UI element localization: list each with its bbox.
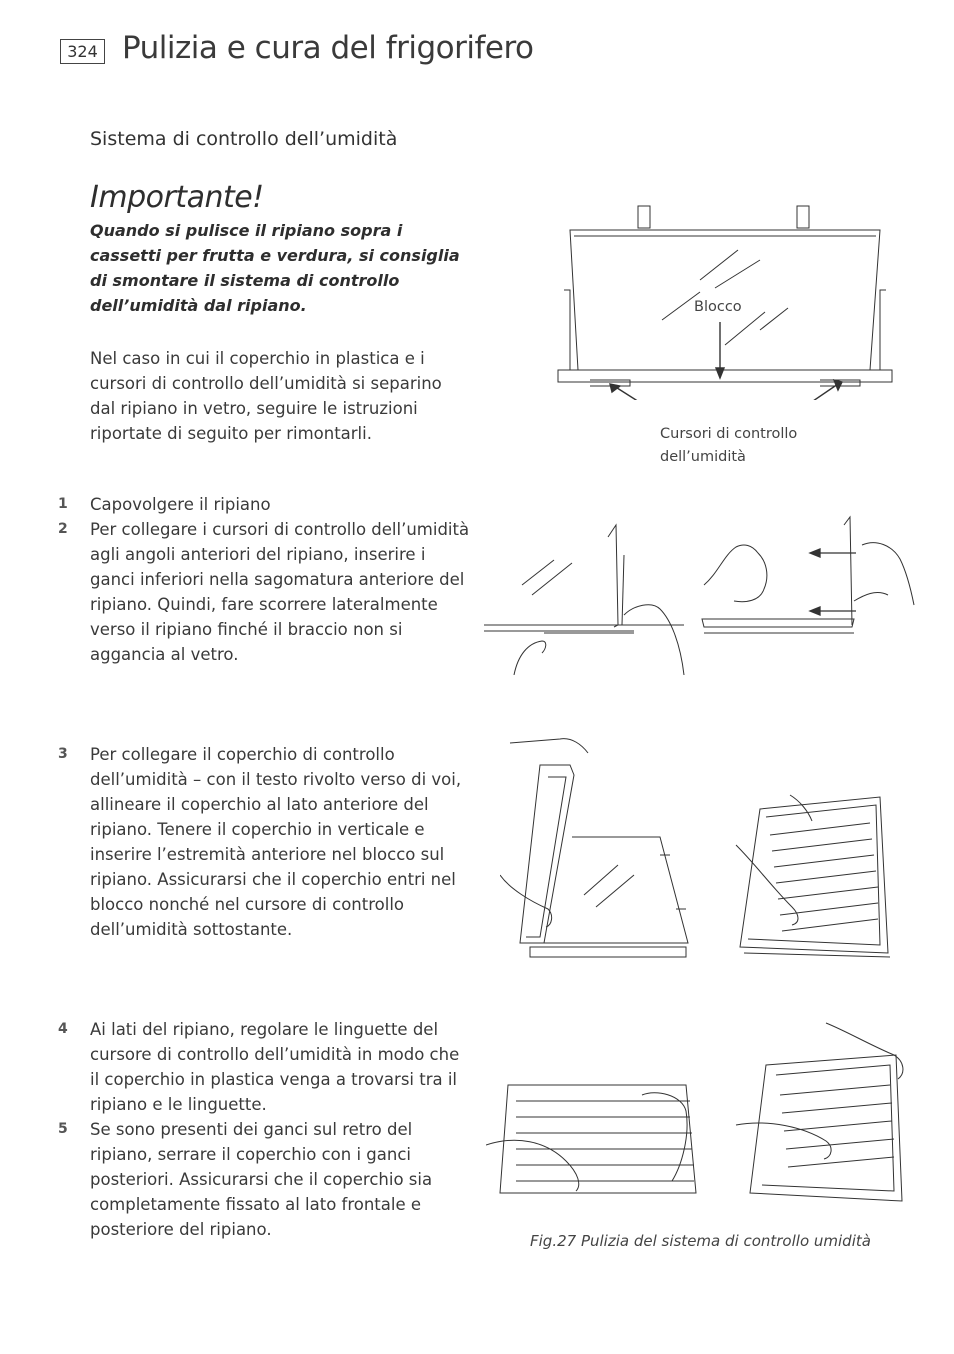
- step-text: Per collegare il coperchio di controllo dell’umidità – con il testo rivolto verso di voi, allineare il coperchio al lato anteriore del ripiano. Tenere il coperchio in verticale e inserire l’estremità anteriore nel blocco sul ripiano. Assicurarsi che il coperchio entri nel blocco nonché nel cursore di controllo dell’umidità sottostante.: [90, 745, 462, 939]
- label-blocco: Blocco: [694, 299, 742, 315]
- step-text: Capovolgere il ripiano: [90, 495, 271, 514]
- step-text: Ai lati del ripiano, regolare le linguette del cursore di controllo dell’umidità in modo che il coperchio in plastica venga a trovarsi tra il ripiano e le linguette.: [90, 1020, 460, 1114]
- step3-illustration: [500, 725, 900, 965]
- important-heading: Importante!: [90, 180, 264, 215]
- important-text: Quando si pulisce il ripiano sopra i cassetti per frutta e verdura, si consiglia di smontare il sistema di controllo dell’umidità dal ripiano.: [90, 221, 460, 315]
- intro-paragraph: Nel caso in cui il coperchio in plastica e i cursori di controllo dell’umidità si separino dal ripiano in vetro, seguire le istruzioni riportate di seguito per rimontarli.: [90, 349, 442, 443]
- step2-illustration: [484, 515, 924, 675]
- figure-caption: Fig.27 Pulizia del sistema di controllo umidità: [530, 1232, 871, 1250]
- section-heading: Sistema di controllo dell’umidità: [90, 128, 398, 150]
- label-cursori-line2: dell’umidità: [660, 449, 746, 465]
- step-number: 4: [58, 1021, 68, 1037]
- step-number: 1: [58, 496, 68, 512]
- page-title: Pulizia e cura del frigorifero: [122, 30, 534, 66]
- label-cursori-line1: Cursori di controllo: [660, 426, 798, 442]
- step-text: Se sono presenti dei ganci sul retro del ripiano, serrare il coperchio con i ganci posteriori. Assicurarsi che il coperchio sia completamente fissato al lato frontale e posteriore del ripiano.: [90, 1120, 433, 1239]
- step-number: 5: [58, 1121, 68, 1137]
- page-number: 324: [60, 39, 105, 64]
- step-number: 2: [58, 521, 68, 537]
- step-number: 3: [58, 746, 68, 762]
- step-text: Per collegare i cursori di controllo dell’umidità agli angoli anteriori del ripiano, inserire i ganci inferiori nella sagomatura anteriore del ripiano. Quindi, fare scorrere lateralmente verso il ripiano finché il braccio non si aggancia al vetro.: [90, 520, 470, 664]
- step45-illustration: [486, 1015, 916, 1205]
